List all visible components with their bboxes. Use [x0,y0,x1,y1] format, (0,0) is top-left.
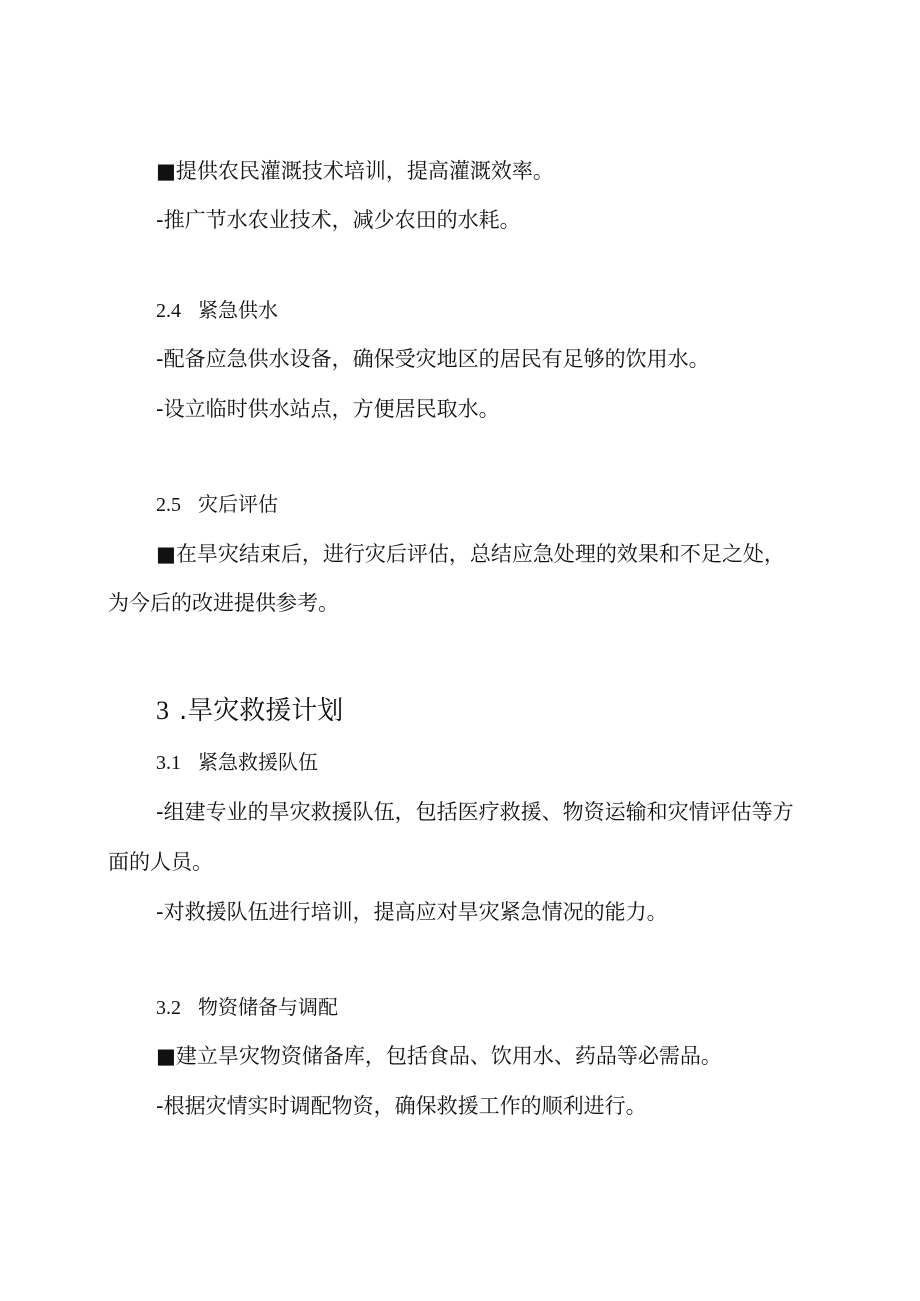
section-title: .旱灾救援计划 [179,696,344,726]
subheading-number: 2.5 [156,494,181,516]
subheading-title: 物资储备与调配 [198,995,338,1019]
section-heading-3 [156,694,343,728]
paragraph-water-saving: -推广节水农业技术，减少农田的水耗。 [156,208,521,232]
subheading-title: 紧急救援队伍 [198,750,318,774]
paragraph-post-disaster-line1: ■在旱灾结束后，进行灾后评估，总结应急处理的效果和不足之处， [156,542,785,566]
subheading-2-5 [156,490,278,519]
section-number: 3 [156,696,169,725]
paragraph-team-training: -对救援队伍进行培训，提高应对旱灾紧急情况的能力。 [156,900,668,924]
subheading-3-1 [156,748,318,777]
subheading-number: 2.4 [156,300,181,322]
paragraph-irrigation-training: ■提供农民灌溉技术培训，提高灌溉效率。 [156,159,554,183]
paragraph-material-allocation: -根据灾情实时调配物资，确保救援工作的顺利进行。 [156,1094,647,1118]
paragraph-temporary-stations: -设立临时供水站点，方便居民取水。 [156,397,500,421]
paragraph-rescue-team-line1: -组建专业的旱灾救援队伍，包括医疗救援、物资运输和灾情评估等方 [156,800,794,824]
paragraph-post-disaster-line2: 为今后的改进提供参考。 [108,591,339,615]
subheading-number: 3.1 [156,752,181,774]
paragraph-emergency-equipment: -配备应急供水设备，确保受灾地区的居民有足够的饮用水。 [156,347,710,371]
subheading-title: 紧急供水 [198,298,278,322]
paragraph-rescue-team-line2: 面的人员。 [108,850,213,874]
subheading-2-4 [156,296,278,325]
subheading-number: 3.2 [156,997,181,1019]
subheading-3-2 [156,993,338,1022]
paragraph-material-reserve: ■建立旱灾物资储备库，包括食品、饮用水、药品等必需品。 [156,1044,722,1068]
subheading-title: 灾后评估 [198,492,278,516]
